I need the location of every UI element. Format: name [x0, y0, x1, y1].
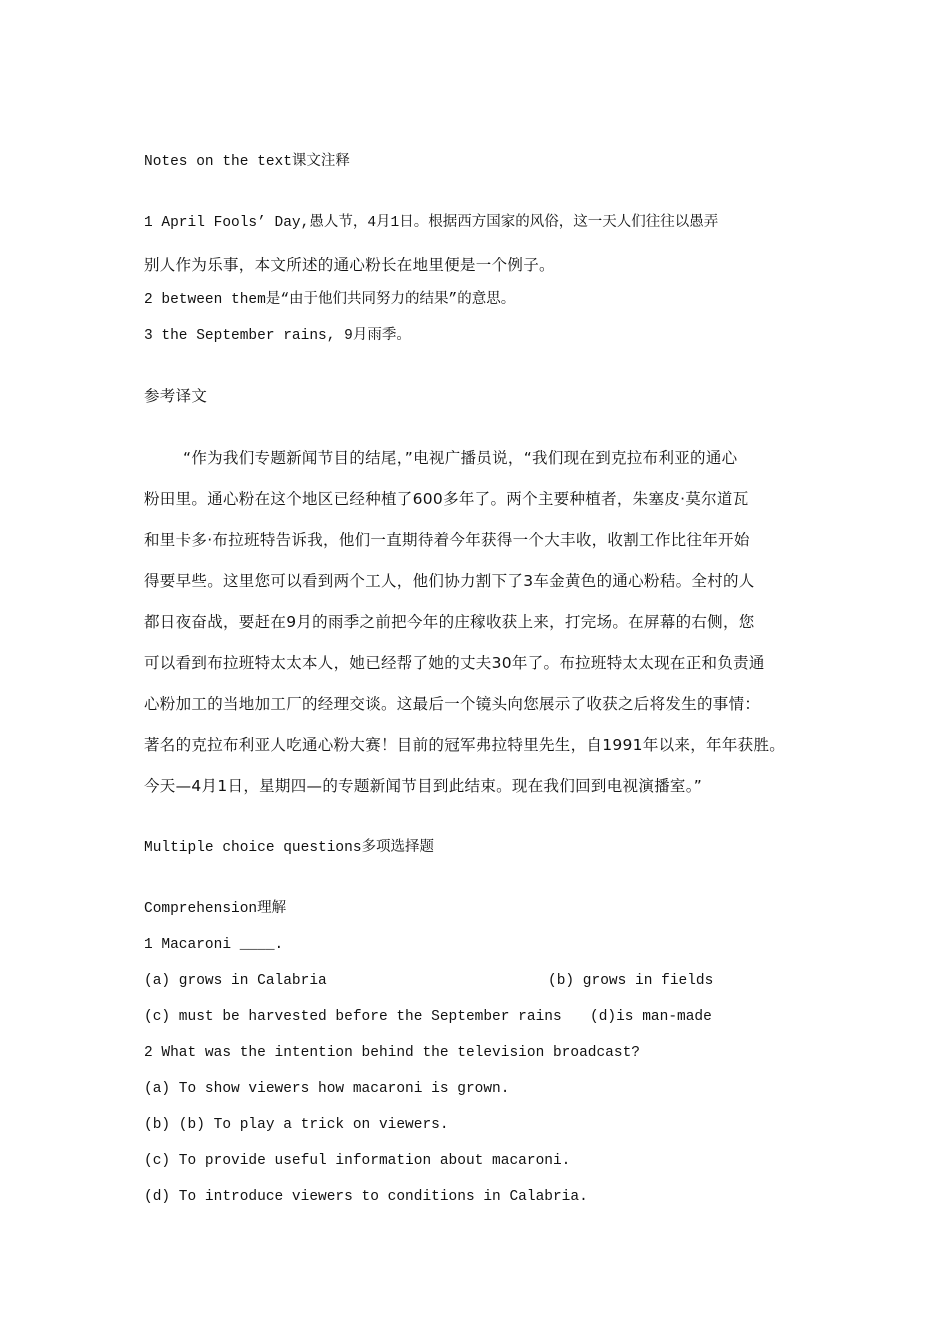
question-2-option-d: (d) To introduce viewers to conditions in Calabria.	[144, 1189, 588, 1205]
translation-line: 和里卡多·布拉班特告诉我，他们一直期待着今年获得一个大丰收，收割工作比往年开始	[144, 531, 750, 549]
note-item-1: 1 April Fools’ Day,愚人节，4月1日。根据西方国家的风俗，这一天人们往往以愚弄	[144, 215, 719, 231]
translation-line: 可以看到布拉班特太太本人，她已经帮了她的丈夫30年了。布拉班特太太现在正和负责通	[144, 654, 765, 672]
question-1-option-d: (d)is man-made	[590, 1009, 712, 1025]
question-2-stem: 2 What was the intention behind the television broadcast?	[144, 1045, 640, 1061]
translation-line: 得要早些。这里您可以看到两个工人，他们协力割下了3车金黄色的通心粉秸。全村的人	[144, 572, 755, 590]
translation-line: 心粉加工的当地加工厂的经理交谈。这最后一个镜头向您展示了收获之后将发生的事情：	[144, 695, 761, 713]
mcq-heading: Multiple choice questions多项选择题	[144, 840, 435, 856]
note-item-3: 3 the September rains, 9月雨季。	[144, 328, 411, 344]
question-1-option-a: (a) grows in Calabria	[144, 973, 327, 989]
question-2-option-a: (a) To show viewers how macaroni is grown.	[144, 1081, 510, 1097]
note-item-2: 2 between them是“由于他们共同努力的结果”的意思。	[144, 292, 516, 308]
translation-line: 今天—4月1日，星期四—的专题新闻节目到此结束。现在我们回到电视演播室。”	[144, 777, 703, 795]
translation-heading: 参考译文	[144, 387, 208, 405]
note-item-1-cont: 别人作为乐事，本文所述的通心粉长在地里便是一个例子。	[144, 256, 555, 274]
question-2-option-b: (b) (b) To play a trick on viewers.	[144, 1117, 449, 1133]
question-2-option-c: (c) To provide useful information about macaroni.	[144, 1153, 571, 1169]
notes-heading: Notes on the text课文注释	[144, 154, 350, 170]
translation-line: 著名的克拉布利亚人吃通心粉大赛！目前的冠军弗拉特里先生，自1991年以来，年年获胜。	[144, 736, 786, 754]
translation-line: 粉田里。通心粉在这个地区已经种植了600多年了。两个主要种植者，朱塞皮·莫尔道瓦	[144, 490, 749, 508]
translation-line: 都日夜奋战，要赶在9月的雨季之前把今年的庄稼收获上来，打完场。在屏幕的右侧，您	[144, 613, 755, 631]
question-1-option-b: (b) grows in fields	[548, 973, 714, 989]
translation-line: “作为我们专题新闻节目的结尾，”电视广播员说，“我们现在到克拉布利亚的通心	[183, 449, 738, 467]
comprehension-heading: Comprehension理解	[144, 901, 287, 917]
question-1-option-c: (c) must be harvested before the September rains	[144, 1009, 562, 1025]
question-1-stem: 1 Macaroni ____.	[144, 937, 284, 953]
